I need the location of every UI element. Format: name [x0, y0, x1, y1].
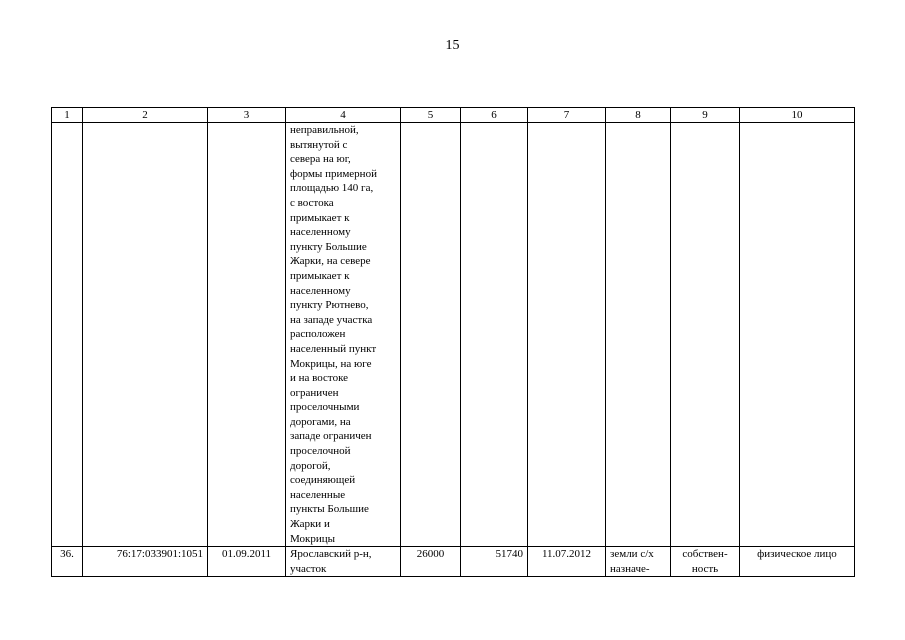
ownership-cell [671, 547, 740, 577]
area-cell: 26000 [401, 547, 461, 577]
valuation-date-cell: 11.07.2012 [528, 547, 606, 577]
description-line: Жарки, на севере [290, 255, 371, 268]
table-cell [208, 123, 286, 547]
description-line: и на востоке [290, 372, 349, 385]
description-line: западе ограничен [290, 430, 372, 443]
table-row-36 [52, 547, 855, 577]
description-line: пункту Большие [290, 240, 367, 253]
description-line: примыкает к [290, 211, 350, 224]
table-cell [671, 123, 740, 547]
table-cell [606, 123, 671, 547]
land-register-table [51, 107, 855, 577]
location-cell [286, 547, 401, 577]
description-line: на западе участка [290, 313, 373, 326]
row-number-cell: 36. [52, 547, 83, 577]
description-line: населенные [290, 488, 346, 501]
column-header: 4 [286, 108, 401, 123]
table-cell [401, 123, 461, 547]
column-header: 1 [52, 108, 83, 123]
description-line: дорогами, на [290, 415, 351, 428]
table-header-row [52, 108, 855, 123]
description-line: дорогой, [290, 459, 331, 472]
description-line: населенный пункт [290, 342, 377, 355]
plot-description-cell [286, 123, 401, 547]
description-line: неправильной, [290, 124, 359, 136]
description-line: Мокрицы [290, 532, 336, 545]
page-number: 15 [445, 38, 460, 53]
table-cell [740, 123, 855, 547]
value-cell: 51740 [461, 547, 528, 577]
category-line: земли с/х [610, 548, 654, 561]
table-row-continuation [52, 123, 855, 547]
column-header: 5 [401, 108, 461, 123]
cadastral-number-cell: 76:17:033901:1051 [83, 547, 208, 577]
column-header: 6 [461, 108, 528, 123]
category-line: назначе- [610, 562, 650, 575]
description-line: соединяющей [290, 474, 356, 487]
description-line: примыкает к [290, 269, 350, 282]
description-line: населенному [290, 284, 351, 297]
description-line: вытянутой с [290, 138, 348, 151]
ownership-line: ность [691, 562, 719, 575]
description-line: с востока [290, 196, 334, 209]
description-line: расположен [290, 328, 346, 341]
column-header: 8 [606, 108, 671, 123]
table-cell [83, 123, 208, 547]
column-header: 2 [83, 108, 208, 123]
description-line: формы примерной [290, 167, 377, 180]
description-line: Жарки и [290, 518, 330, 531]
description-line: проселочными [290, 401, 360, 414]
description-line: Мокрицы, на юге [290, 357, 372, 370]
description-line: ограничен [290, 386, 339, 399]
registration-date-cell: 01.09.2011 [208, 547, 286, 577]
description-line: пункту Рютнево, [290, 299, 369, 312]
location-line: Ярославский р-н, [290, 548, 372, 561]
table-cell [52, 123, 83, 547]
table-cell [528, 123, 606, 547]
description-line: проселочной [290, 445, 351, 458]
description-line: площадью 140 га, [290, 182, 374, 195]
location-line: участок [290, 562, 327, 575]
column-header: 7 [528, 108, 606, 123]
column-header: 9 [671, 108, 740, 123]
table-cell [461, 123, 528, 547]
land-category-cell [606, 547, 671, 577]
description-line: севера на юг, [290, 153, 351, 166]
description-line: населенному [290, 226, 351, 239]
column-header: 10 [740, 108, 855, 123]
ownership-line: собствен- [682, 548, 728, 561]
owner-cell: физическое лицо [740, 547, 855, 577]
description-line: пункты Большие [290, 503, 369, 516]
column-header: 3 [208, 108, 286, 123]
